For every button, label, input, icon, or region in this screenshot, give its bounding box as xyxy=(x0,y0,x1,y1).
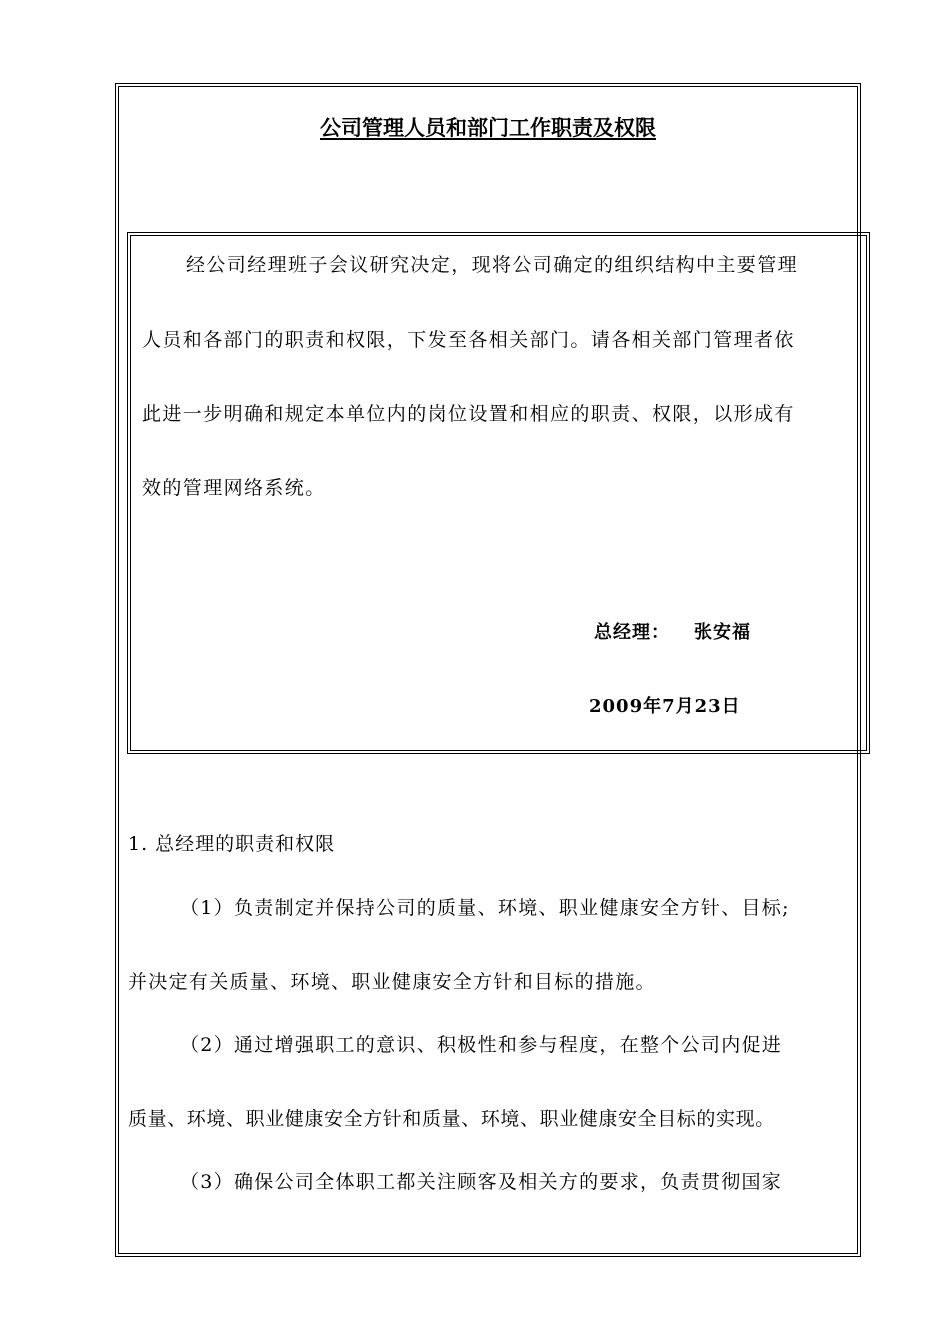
notice-line-2: 人员和各部门的职责和权限，下发至各相关部门。请各相关部门管理者依 xyxy=(142,329,795,351)
notice-date: 2009年7月23日 xyxy=(589,696,741,717)
section-line-2: 并决定有关质量、环境、职业健康安全方针和目标的措施。 xyxy=(128,971,656,993)
section-line-1: （1）负责制定并保持公司的质量、环境、职业健康安全方针、目标; xyxy=(180,897,790,919)
section-line-3: （2）通过增强职工的意识、积极性和参与程度，在整个公司内促进 xyxy=(180,1034,783,1056)
notice-line-3: 此进一步明确和规定本单位内的岗位设置和相应的职责、权限，以形成有 xyxy=(142,403,795,425)
signer-label: 总经理： xyxy=(594,622,670,643)
document-title: 公司管理人员和部门工作职责及权限 xyxy=(320,115,656,140)
notice-line-4: 效的管理网络系统。 xyxy=(142,477,326,499)
notice-line-1: 经公司经理班子会议研究决定，现将公司确定的组织结构中主要管理 xyxy=(186,254,799,276)
section-line-5: （3）确保公司全体职工都关注顾客及相关方的要求，负责贯彻国家 xyxy=(180,1171,783,1193)
section-heading: 1. 总经理的职责和权限 xyxy=(128,833,336,855)
section-line-4: 质量、环境、职业健康安全方针和质量、环境、职业健康安全目标的实现。 xyxy=(128,1108,775,1130)
signer-name: 张安福 xyxy=(694,622,751,643)
